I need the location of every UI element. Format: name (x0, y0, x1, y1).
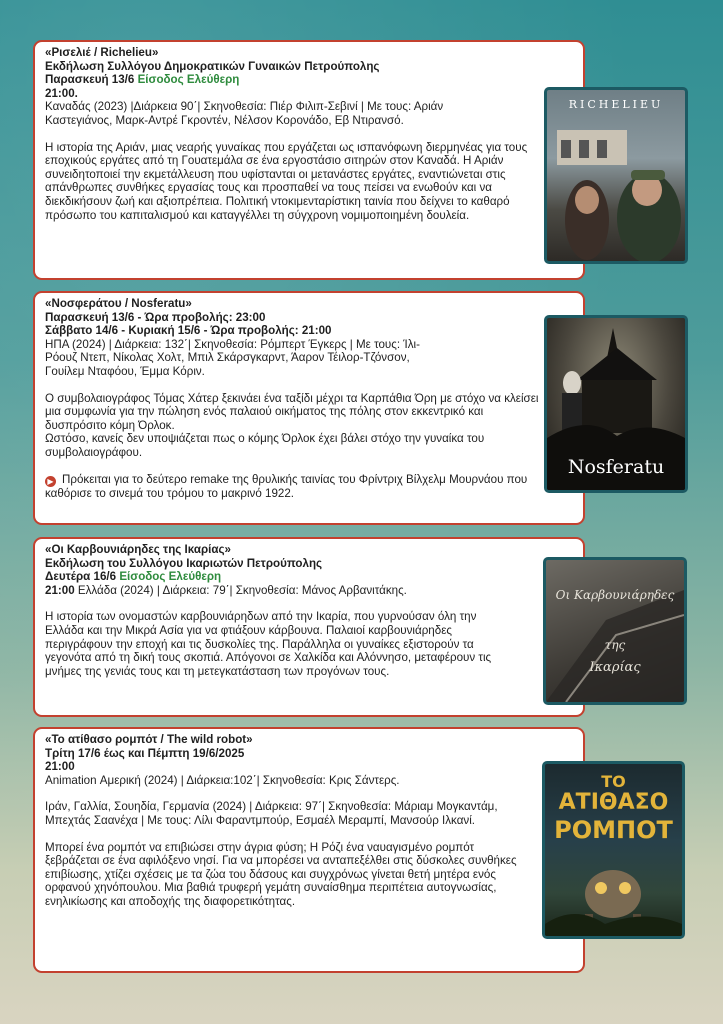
screening-time: 21:00. (45, 86, 78, 100)
poster-title-2: της (604, 638, 626, 652)
film-title: «Οι Καρβουνιάρηδες της Ικαρίας» (45, 543, 231, 556)
film-card-nosferatu (33, 291, 585, 525)
film-info: Καναδάς (2023) |Διάρκεια 90΄| Σκηνοθεσία: Πιέρ Φιλιπ-Σεβινί | Με τους: Αριάν Καστεγιάνος, Μαρκ-Αντρέ Γκροντέν, Νέλσον Κορονάδο, Εβ Ντιρανσό. (45, 100, 444, 127)
poster-richelieu (544, 87, 688, 264)
film-card-richelieu (33, 40, 585, 280)
poster-image (546, 560, 684, 702)
poster-karvouniarides (543, 557, 687, 705)
screening-time-info: 21:00 Ελλάδα (2024) | Διάρκεια: 79΄| Σκηνοθεσία: Μάνος Αρβανιτάκης. (45, 583, 407, 597)
film-synopsis-2: Ωστόσο, κανείς δεν υποψιάζεται πως ο κόμης Όρλοκ έχει βάλει στόχο την γυναίκα του συμβολαιογράφου. (45, 432, 485, 459)
film-synopsis: Ο συμβολαιογράφος Τόμας Χάτερ ξεκινάει ένα ταξίδι μέχρι τα Καρπάθια Όρη με στόχο να κλείσει μια συμφωνία για την πώληση ενός παλαιού οικήματος της πόλης στον εκκεντρικό και δυσπρόσιτο κόμη Όρλοκ. (45, 391, 539, 432)
poster-title-1: Οι Καρβουνιάρηδες (555, 588, 675, 602)
poster-wild-robot (542, 761, 685, 939)
free-entry-label: Είσοδος Ελεύθερη (119, 570, 222, 584)
poster-title-3: ΡΟΜΠΟΤ (554, 816, 673, 844)
screening-date: Παρασκευή 13/6 Είσοδος Ελεύθερη (45, 73, 240, 87)
arrow-right-icon: ▶ (45, 476, 56, 487)
screening-schedule-1: Παρασκευή 13/6 - Ώρα προβολής: 23:00 (45, 310, 266, 324)
film-title: «Νοσφεράτου / Nosferatu» (45, 297, 192, 310)
poster-title: Nosferatu (567, 456, 665, 478)
event-organizer: Εκδήλωση του Συλλόγου Ικαριωτών Πετρούπολης (45, 556, 323, 570)
film-info: Animation Αμερική (2024) | Διάρκεια:102΄| Σκηνοθεσία: Κρις Σάντερς. (45, 773, 400, 787)
poster-nosferatu (544, 315, 688, 493)
screening-date: Τρίτη 17/6 έως και Πέμπτη 19/6/2025 (45, 746, 245, 760)
film-title: «Ρισελιέ / Richelieu» (45, 46, 159, 59)
screening-schedule-2: Σάββατο 14/6 - Κυριακή 15/6 - Ώρα προβολής: 21:00 (45, 324, 332, 338)
poster-image (547, 90, 685, 261)
film-title: «Το ατίθασο ρομπότ / The wild robot» (45, 733, 253, 746)
poster-title: RICHELIEU (568, 98, 664, 111)
screening-time: 21:00 (45, 760, 75, 774)
film-synopsis: Η ιστορία των ονομαστών καρβουνιάρηδων από την Ικαρία, που γυρνούσαν όλη την Ελλάδα και την Μικρά Ασία για να φτιάξουν κάρβουνα. Παλαιοί καρβουνιάρηδες περιγράφουν την εποχή και τις δυσκολίες της. Παράλληλα οι γυναίκες εξιστορούν τα γεγονότα από τη δική τους σκοπιά. Απόγονοι σε Χαλκίδα και Αλόννησο, μεταφέρουν τις μνήμες της γενιάς τους και τη μετεγκατάσταση των προγόνων τους. (45, 610, 492, 678)
poster-title-2: ΑΤΙΘΑΣΟ (558, 790, 669, 815)
film-synopsis: Η ιστορία της Αριάν, μιας νεαρής γυναίκας που εργάζεται ως ισπανόφωνη διερμηνέας για τους εποχικούς εργάτες από τη Γουατεμάλα σε ένα εργοστάσιο σιτηρών στον Καναδά. Η Αριάν συνειδητοποιεί την εκμετάλλευση που υφίστανται οι μετανάστες εργάτες, εναντιώνεται στις απάνθρωπες συνθήκες εργασίας τους και προσπαθεί να τους πείσει να ενωθούν και να διεκδικήσουν ζωή και αξιοπρέπεια. Πολιτική ντοκιμενταρίστικη ταινία που δείχνει το καθαρό πρόσωπο του καπιταλισμού και καταγγέλλει τη σύγχρονη νομιμοποιημένη δουλεία. (45, 140, 528, 222)
film-note: ▶ Πρόκειται για το δεύτερο remake της θρυλικής ταινίας του Φρίντριχ Βίλχελμ Μουρνάου που καθόρισε το σινεμά του τρόμου το μακρινό 1922. (45, 472, 528, 500)
event-organizer: Εκδήλωση Συλλόγου Δημοκρατικών Γυναικών Πετρούπολης (45, 59, 380, 73)
film-card-karvouniarides (33, 537, 585, 717)
poster-title-1: ΤΟ (601, 772, 626, 791)
film-synopsis: Μπορεί ένα ρομπότ να επιβιώσει στην άγρια φύση; Η Ρόζι ένα ναυαγισμένο ρομπότ ξεβράζεται σε ένα αφιλόξενο νησί. Για να μπορέσει να ανταπεξέλθει στις δύσκολες συνθήκες επιβίωσης, χτίζει σχέσεις με τα ζώα του δάσους και συγχρόνως γίνεται θετή μητέρα ενός ορφανού χηνόπουλου. Μια βαθιά τρυφερή γεμάτη συναίσθημα περιπέτεια αυτογνωσίας, ενηλικίωσης και αποδοχής της διαφορετικότητας. (45, 840, 517, 908)
poster-title-3: Ικαρίας (589, 660, 641, 675)
free-entry-label: Είσοδος Ελεύθερη (137, 73, 240, 87)
film-info-2: Ιράν, Γαλλία, Σουηδία, Γερμανία (2024) | Διάρκεια: 97΄| Σκηνοθεσία: Μάριαμ Μογκαντάμ, Μπεχτάς Σαανέχα | Με τους: Λίλι Φαραντμπούρ, Εσμαέλ Μεραμπί, Μανσούρ Ιλκανί. (45, 800, 498, 827)
film-info: ΗΠΑ (2024) | Διάρκεια: 132΄| Σκηνοθεσία: Ρόμπερτ Έγκερς | Με τους: Ίλι-Ρόουζ Ντεπ, Νίκολας Χολτ, Μπιλ Σκάρσγκαρντ, Άαρον Τέιλορ-Τζόνσον, Γουίλεμ Νταφόου, Έμμα Κόριν. (45, 337, 420, 378)
poster-image (545, 764, 682, 936)
screening-date: Δευτέρα 16/6 Είσοδος Ελεύθερη (45, 570, 222, 584)
film-card-wild-robot (33, 727, 585, 973)
